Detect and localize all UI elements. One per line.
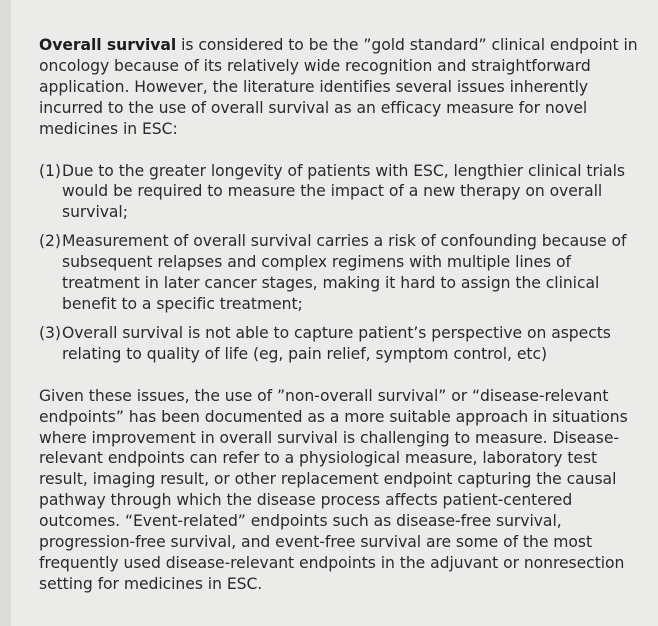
text-box-content	[39, 35, 639, 595]
intro-text: is considered to be the ”gold standard” clinical endpoint in oncology because of its relatively wide recognition and straightforward application. However, the literature identifies several issues inherently incurred to the use of overall survival as an efficacy measure for novel medicines in ESC:	[39, 36, 638, 138]
issue-number: (2)	[39, 232, 61, 251]
issues-list	[39, 161, 639, 365]
issue-number: (1)	[39, 161, 61, 180]
issue-item	[39, 231, 639, 315]
issue-number: (3)	[39, 323, 61, 342]
closing-paragraph: Given these issues, the use of ”non-overall survival” or “disease-relevant endpoints” has been documented as a more suitable approach in situations where improvement in overall survival is challenging to measure. Disease-relevant endpoints can refer to a physiological measure, laboratory test result, imaging result, or other replacement endpoint capturing the causal pathway through which the disease process affects patient-centered outcomes. “Event-related” endpoints such as disease-free survival, progression-free survival, and event-free survival are some of the most frequently used disease-relevant endpoints in the adjuvant or nonresection setting for medicines in ESC.	[39, 386, 628, 593]
issue-item	[39, 323, 639, 365]
intro-paragraph	[39, 35, 639, 140]
issue-text: Overall survival is not able to capture patient’s perspective on aspects relating to quality of life (eg, pain relief, symptom control, etc)	[62, 323, 611, 363]
issue-text: Measurement of overall survival carries a risk of confounding because of subsequent relapses and complex regimens with multiple lines of treatment in later cancer stages, making it hard to assign the clinical benefit to a specific treatment;	[62, 232, 627, 313]
issue-item	[39, 161, 639, 224]
intro-bold-term: Overall survival	[39, 36, 177, 54]
issue-text: Due to the greater longevity of patients with ESC, lengthier clinical trials would be required to measure the impact of a new therapy on overall survival;	[62, 161, 625, 222]
left-border-bar	[0, 0, 11, 626]
